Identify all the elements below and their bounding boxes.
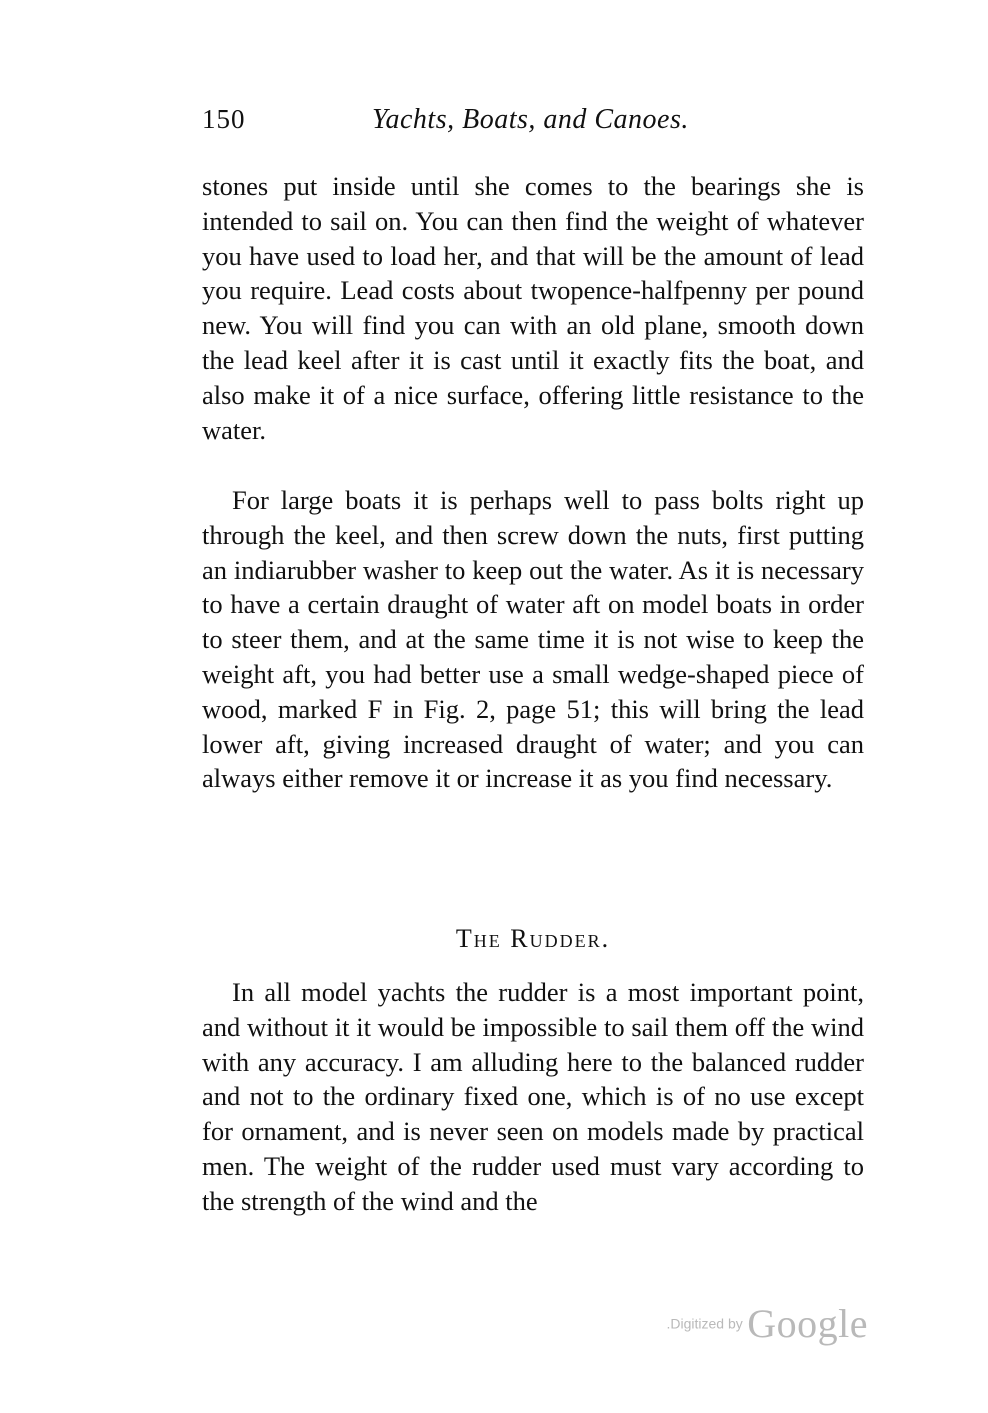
running-title: Yachts, Boats, and Canoes. — [372, 104, 689, 135]
paragraph-3: In all model yachts the rudder is a most important point, and without it it would be impossible to sail them off the wind with any accuracy. I am alluding here to the balanced rudder and not to the ordinary fixed one, which is of no use except for ornament, and is never seen on models made by practical men. The weight of the rudder used must vary according to the strength of the wind and the — [202, 977, 864, 1216]
digitized-by-google-watermark — [667, 1300, 868, 1347]
watermark-prefix: .Digitized by — [666, 1315, 743, 1332]
page-number: 150 — [202, 104, 246, 134]
section-heading: The Rudder. — [455, 924, 611, 953]
paragraph-1: stones put inside until she comes to the bearings she is intended to sail on. You can then find the weight of whatever you have used to load her, and that will be the amount of lead you require. Lead costs about twopence-halfpenny per pound new. You will find you can with an old plane, smooth down the lead keel after it is cast until it exactly fits the boat, and also make it of a nice surface, offering little resistance to the water. — [202, 171, 864, 445]
paragraph-2: For large boats it is perhaps well to pass bolts right up through the keel, and then screw down the nuts, first putting an indiarubber washer to keep out the water. As it is necessary to have a certain draught of water aft on model boats in order to steer them, and at the same time it is not wise to keep the weight aft, you had better use a small wedge-shaped piece of wood, marked F in Fig. 2, page 51; this will bring the lead lower aft, giving increased draught of water; and you can always either remove it or increase it as you find necessary. — [202, 485, 864, 794]
google-logo: Google — [747, 1301, 868, 1346]
page-header — [202, 104, 862, 144]
